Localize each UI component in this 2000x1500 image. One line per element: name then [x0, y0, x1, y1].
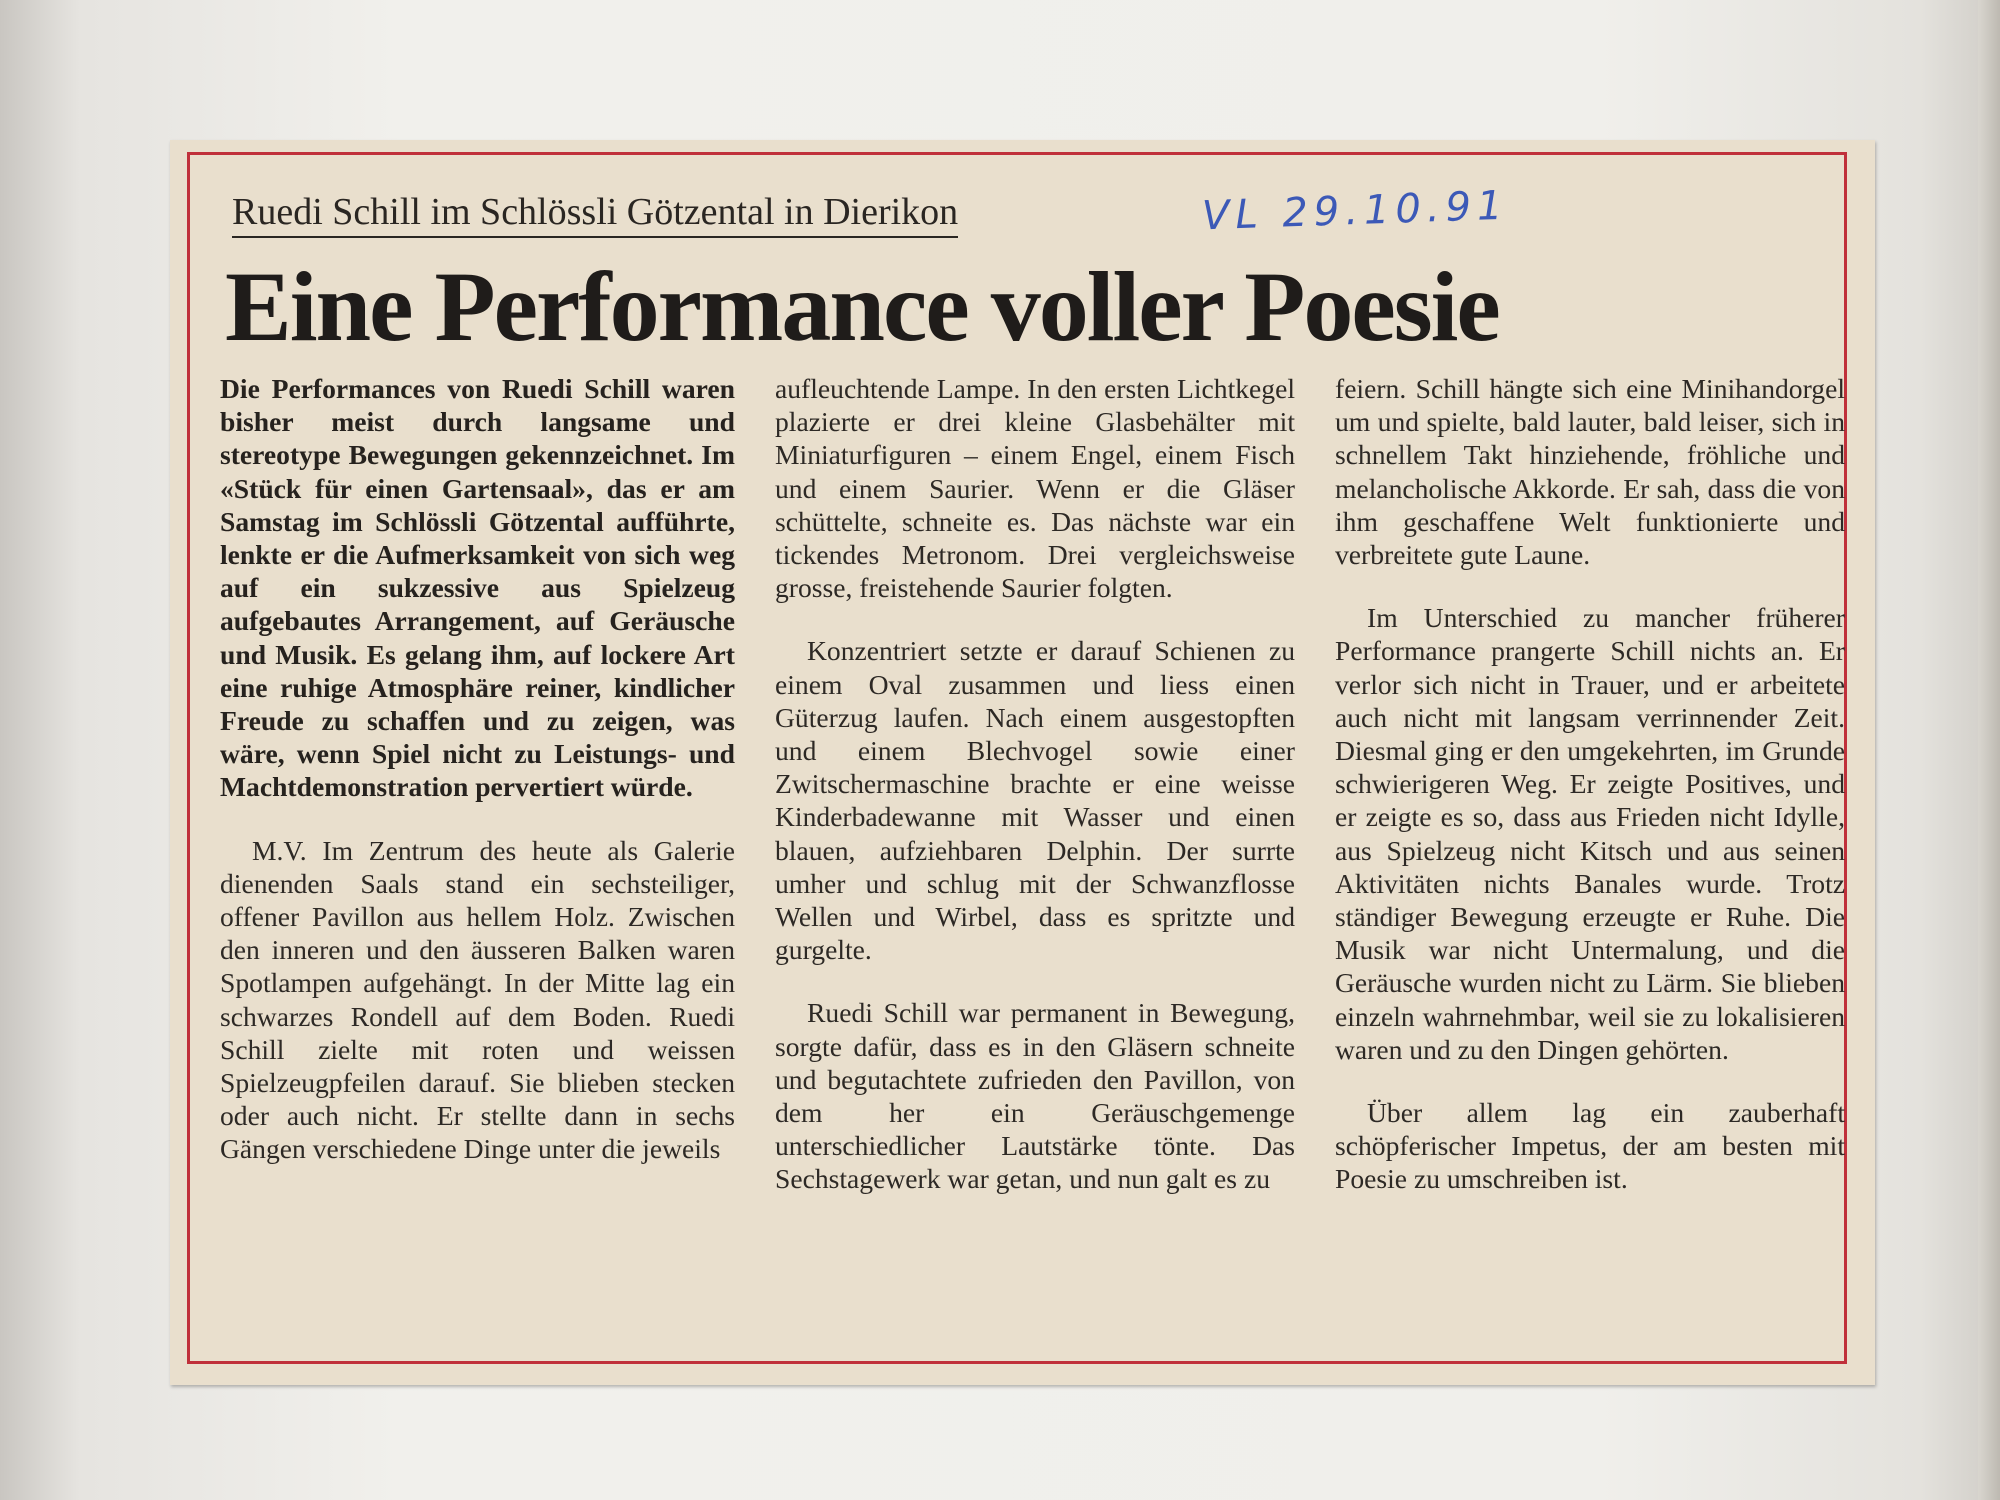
article-column-3 [1335, 372, 1845, 1196]
article-paragraph: Über allem lag ein zauberhaft schöpferischer Impetus, der am besten mit Poesie zu umschreiben ist. [1335, 1097, 1845, 1195]
album-page-edge [1978, 0, 2000, 1500]
article-headline: Eine Performance voller Poesie [225, 251, 1499, 362]
article-paragraph: Konzentriert setzte er darauf Schienen zu einem Oval zusammen und liess einen Güterzug laufen. Nach einem ausgestopften und einem Blechvogel sowie einer Zwitschermaschine brachte er eine weisse Kinderbadewanne mit Wasser und einen blauen, aufziehbaren Delphin. Der surrte umher und schlug mit der Schwanzflosse Wellen und Wirbel, dass es spritzte und gurgelte. [775, 635, 1295, 966]
article-paragraph: aufleuchtende Lampe. In den ersten Lichtkegel plazierte er drei kleine Glasbehälter mit Miniaturfiguren – einem Engel, einem Fisch und einem Saurier. Wenn er die Gläser schüttelte, schneite es. Das nächste war ein tickendes Metronom. Drei vergleichsweise grosse, freistehende Saurier folgten. [775, 373, 1295, 604]
article-paragraph: M.V. Im Zentrum des heute als Galerie dienenden Saals stand ein sechsteiliger, offener Pavillon aus hellem Holz. Zwischen den inneren und den äusseren Balken waren Spotlampen aufgehängt. In der Mitte lag ein schwarzes Rondell auf dem Boden. Ruedi Schill zielte mit roten und weissen Spielzeugpfeilen darauf. Sie blieben stecken oder auch nicht. Er stellte dann in sechs Gängen verschiedene Dinge unter die jeweils [220, 834, 735, 1165]
article-paragraph: feiern. Schill hängte sich eine Minihandorgel um und spielte, bald lauter, bald leiser, sich in schnellem Takt hinziehende, fröhliche und melancholische Akkorde. Er sah, dass die von ihm geschaffene Welt funktionierte und verbreitete gute Laune. [1335, 373, 1845, 571]
article-column-1 [220, 372, 735, 1166]
article-lead-paragraph: Die Performances von Ruedi Schill waren bisher meist durch langsame und stereotype Bewegungen gekennzeichnet. Im «Stück für einen Gartensaal», das er am Samstag im Schlössli Götzental aufführte, lenkte er die Aufmerksamkeit von sich weg auf ein sukzessive aus Spielzeug aufgebautes Arrangement, auf Geräusche und Musik. Es gelang ihm, auf lockere Art eine ruhige Atmosphäre reiner, kindlicher Freude zu schaffen und zu zeigen, was wäre, wenn Spiel nicht zu Leistungs- und Machtdemonstration pervertiert würde. [220, 373, 735, 803]
article-column-2 [775, 372, 1295, 1196]
article-paragraph: Im Unterschied zu mancher früherer Performance prangerte Schill nichts an. Er verlor sich nicht in Trauer, und er arbeitete auch nicht mit langsam verrinnender Zeit. Diesmal ging er den umgekehrten, im Grunde schwierigeren Weg. Er zeigte Positives, und er zeigte es so, dass aus Frieden nicht Idylle, aus Spielzeug nicht Kitsch und aus seinen Aktivitäten nichts Banales wurde. Trotz ständiger Bewegung erzeugte er Ruhe. Die Musik war nicht Untermalung, und die Geräusche wurden nicht zu Lärm. Sie blieben einzeln wahrnehmbar, weil sie zu lokalisieren waren und zu den Dingen gehörten. [1335, 602, 1845, 1065]
article-paragraph: Ruedi Schill war permanent in Bewegung, sorgte dafür, dass es in den Gläsern schneite und begutachtete zufrieden den Pavillon, von dem her ein Geräuschgemenge unterschiedlicher Lautstärke tönte. Das Sechstagewerk war getan, und nun galt es zu [775, 997, 1295, 1195]
article-kicker: Ruedi Schill im Schlössli Götzental in Dierikon [232, 190, 958, 238]
newspaper-clipping [170, 140, 1875, 1385]
handwritten-date-note: VL 29.10.91 [1201, 182, 1510, 240]
